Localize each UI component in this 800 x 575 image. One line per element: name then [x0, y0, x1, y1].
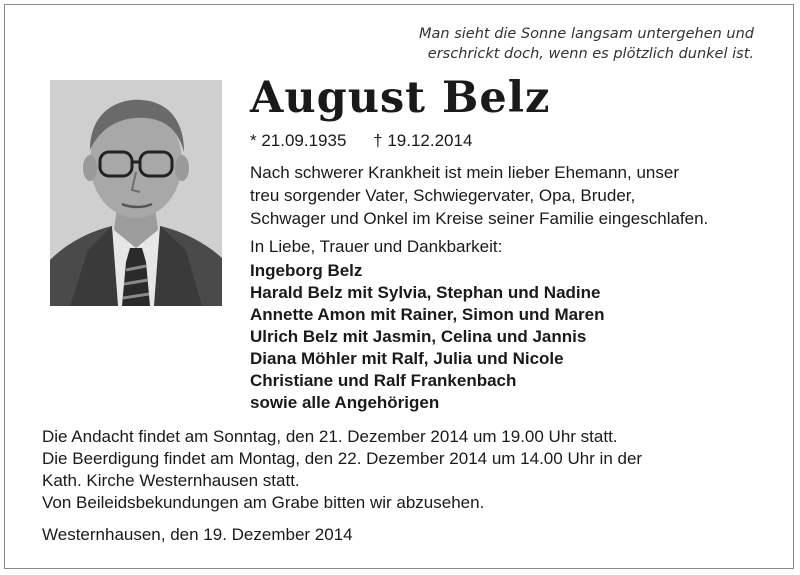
mourner-entry: Annette Amon mit Rainer, Simon und Maren — [250, 305, 605, 324]
intro-line: Nach schwerer Krankheit ist mein lieber Ehemann, unser — [250, 163, 679, 182]
mourner-entry: Harald Belz mit Sylvia, Stephan und Nadine — [250, 283, 601, 302]
notice-line: Die Beerdigung findet am Montag, den 22. Dezember 2014 um 14.00 Uhr in der — [42, 449, 643, 468]
mourners-list — [250, 260, 605, 414]
mourner-entry: sowie alle Angehörigen — [250, 393, 440, 412]
funeral-notices — [42, 426, 772, 514]
motto-line-1: Man sieht die Sonne langsam untergehen und — [419, 26, 754, 42]
notice-line: Kath. Kirche Westernhausen statt. — [42, 471, 300, 490]
mourner-entry: Ingeborg Belz — [250, 261, 363, 280]
mourner-entry: Ulrich Belz mit Jasmin, Celina und Jannis — [250, 327, 587, 346]
mourner-entry: Diana Möhler mit Ralf, Julia und Nicole — [250, 349, 564, 368]
place-and-date: Westernhausen, den 19. Dezember 2014 — [42, 525, 353, 544]
notice-line: Die Andacht findet am Sonntag, den 21. Dezember 2014 um 19.00 Uhr statt. — [42, 427, 618, 446]
portrait-illustration — [50, 80, 222, 306]
motto-quote — [374, 24, 754, 64]
portrait-photo — [50, 80, 222, 306]
intro-line: Schwager und Onkel im Kreise seiner Familie eingeschlafen. — [250, 209, 709, 228]
life-dates — [250, 130, 472, 152]
notice-line: Von Beileidsbekundungen am Grabe bitten wir abzusehen. — [42, 493, 485, 512]
thanks-line: In Liebe, Trauer und Dankbarkeit: — [250, 237, 503, 256]
death-date: † 19.12.2014 — [373, 131, 473, 150]
deceased-name: August Belz — [250, 73, 551, 123]
mourner-entry: Christiane und Ralf Frankenbach — [250, 371, 517, 390]
motto-line-2: erschrickt doch, wenn es plötzlich dunkel ist. — [427, 46, 754, 62]
birth-date: * 21.09.1935 — [250, 131, 347, 150]
intro-text — [250, 161, 780, 230]
intro-line: treu sorgender Vater, Schwiegervater, Opa, Bruder, — [250, 186, 636, 205]
